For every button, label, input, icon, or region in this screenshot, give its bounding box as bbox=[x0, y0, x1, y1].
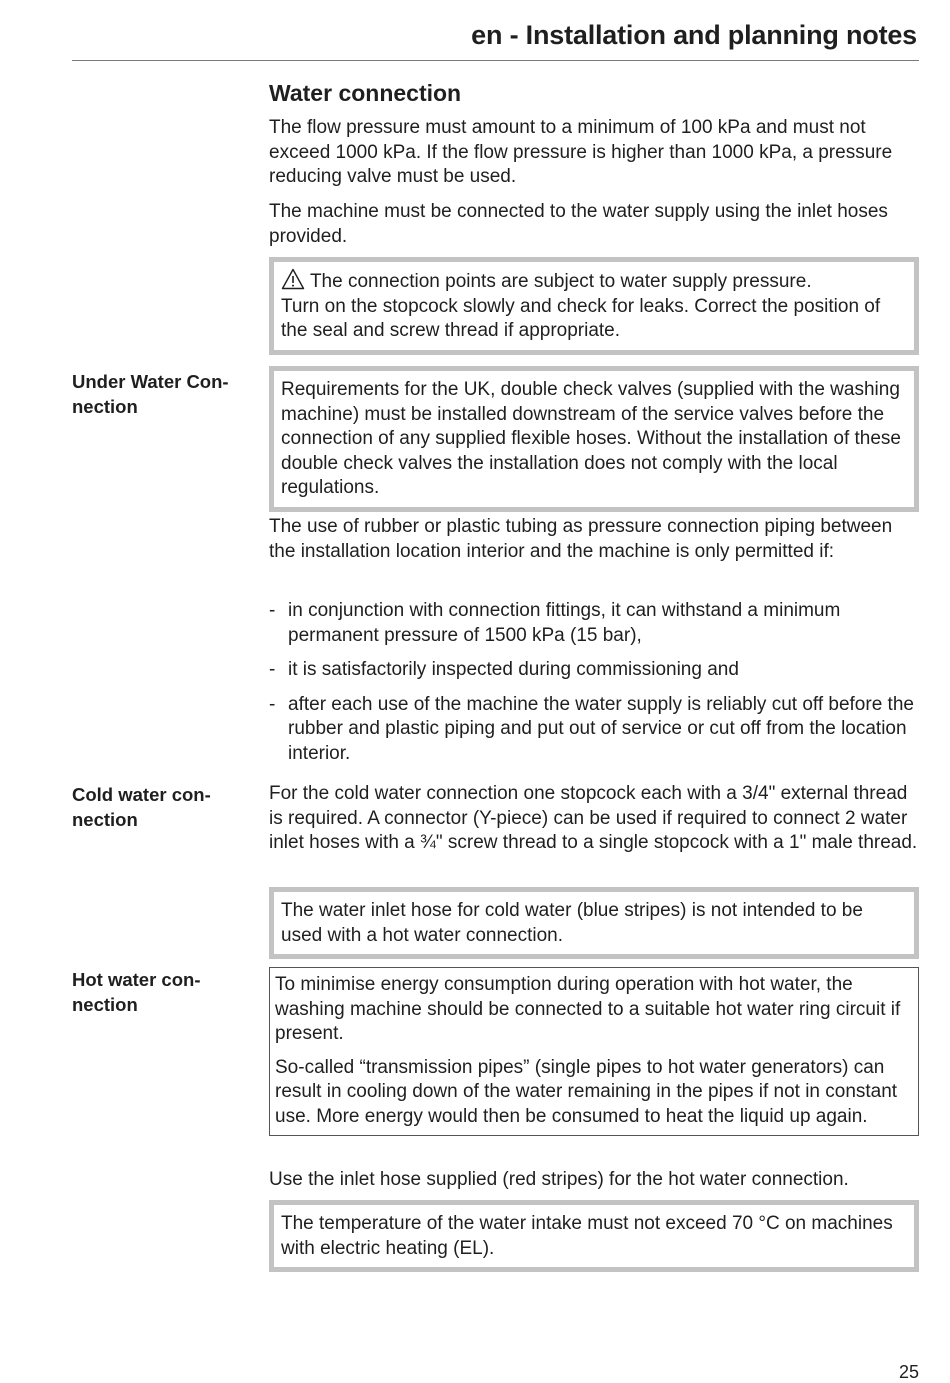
warning-text-2: Turn on the stopcock slowly and check for leaks. Correct the position of the seal and screw thread if appropriate. bbox=[281, 295, 881, 341]
list-dash: - bbox=[269, 600, 276, 621]
list-dash: - bbox=[269, 693, 276, 715]
cold-water-text: For the cold water connection one stopcock each with a 3/4" external thread is required. A connector (Y-piece) can be used if required to connect 2 water inlet hoses with a ¾" screw thread to a single stopcock with a 1" male thread. bbox=[269, 783, 918, 853]
hot-water-label: Hot water connection bbox=[72, 969, 201, 1015]
list-item-text: after each use of the machine the water supply is reliably cut off before the rubber and plastic piping and put out of service or cut off from the location interior. bbox=[288, 693, 914, 764]
temperature-note-box bbox=[269, 1200, 919, 1272]
uk-requirements-box bbox=[269, 366, 919, 512]
under-water-label: Under Water Connection bbox=[72, 371, 229, 417]
intro-paragraph-2 bbox=[269, 200, 919, 249]
energy-info-text-2: So-called “transmission pipes” (single pipes to hot water generators) can result in cooling down of the water remaining in the pipes if not in constant use. More energy would then be consumed to heat the liquid up again. bbox=[275, 1056, 898, 1127]
warning-box bbox=[269, 257, 919, 355]
warning-triangle-icon bbox=[281, 268, 305, 290]
page-title: en - Installation and planning notes bbox=[471, 20, 917, 50]
tubing-paragraph bbox=[269, 515, 919, 564]
page-number: 25 bbox=[898, 1362, 919, 1382]
list-dash: - bbox=[269, 659, 276, 680]
energy-info-text-1: To minimise energy consumption during operation with hot water, the washing machine should be connected to a suitable hot water ring circuit if present. bbox=[275, 974, 901, 1044]
intro-paragraph-1 bbox=[269, 116, 919, 190]
section-title: Water connection bbox=[269, 80, 462, 106]
list-item-text: it is satisfactorily inspected during commissioning and bbox=[288, 659, 739, 680]
tubing-text: The use of rubber or plastic tubing as pressure connection piping between the installation location interior and the machine is only permitted if: bbox=[269, 516, 893, 562]
warning-line-1 bbox=[281, 268, 907, 295]
hot-water-text: Use the inlet hose supplied (red stripes) for the hot water connection. bbox=[269, 1169, 849, 1190]
list-item-text: in conjunction with connection fittings, it can withstand a minimum permanent pressure of 1500 kPa (15 bar), bbox=[288, 600, 841, 646]
cold-water-label: Cold water connection bbox=[72, 784, 211, 830]
list-item bbox=[269, 658, 919, 683]
cold-water-note-box bbox=[269, 887, 919, 959]
conditions-list bbox=[269, 599, 919, 766]
intro-text-2: The machine must be connected to the water supply using the inlet hoses provided. bbox=[269, 201, 888, 247]
intro-text-1: The flow pressure must amount to a minimum of 100 kPa and must not exceed 1000 kPa. If the flow pressure is higher than 1000 kPa, a pressure reducing valve must be used. bbox=[269, 117, 893, 187]
hot-water-paragraph bbox=[269, 1168, 919, 1193]
energy-info-box bbox=[269, 967, 919, 1136]
cold-water-paragraph bbox=[269, 782, 919, 856]
temperature-note: The temperature of the water intake must not exceed 70 °C on machines with electric heating (EL). bbox=[281, 1213, 893, 1259]
list-item bbox=[269, 599, 919, 648]
warning-text-1: The connection points are subject to water supply pressure. bbox=[309, 271, 812, 292]
list-item bbox=[269, 693, 919, 767]
cold-water-note: The water inlet hose for cold water (blue stripes) is not intended to be used with a hot water connection. bbox=[281, 900, 863, 946]
page-header bbox=[72, 20, 919, 61]
uk-requirements-text: Requirements for the UK, double check valves (supplied with the washing machine) must be installed downstream of the service valves before the connection of any supplied flexible hoses. Without the installation of these double check valves the installation does not comply with the local regulations. bbox=[281, 379, 901, 498]
